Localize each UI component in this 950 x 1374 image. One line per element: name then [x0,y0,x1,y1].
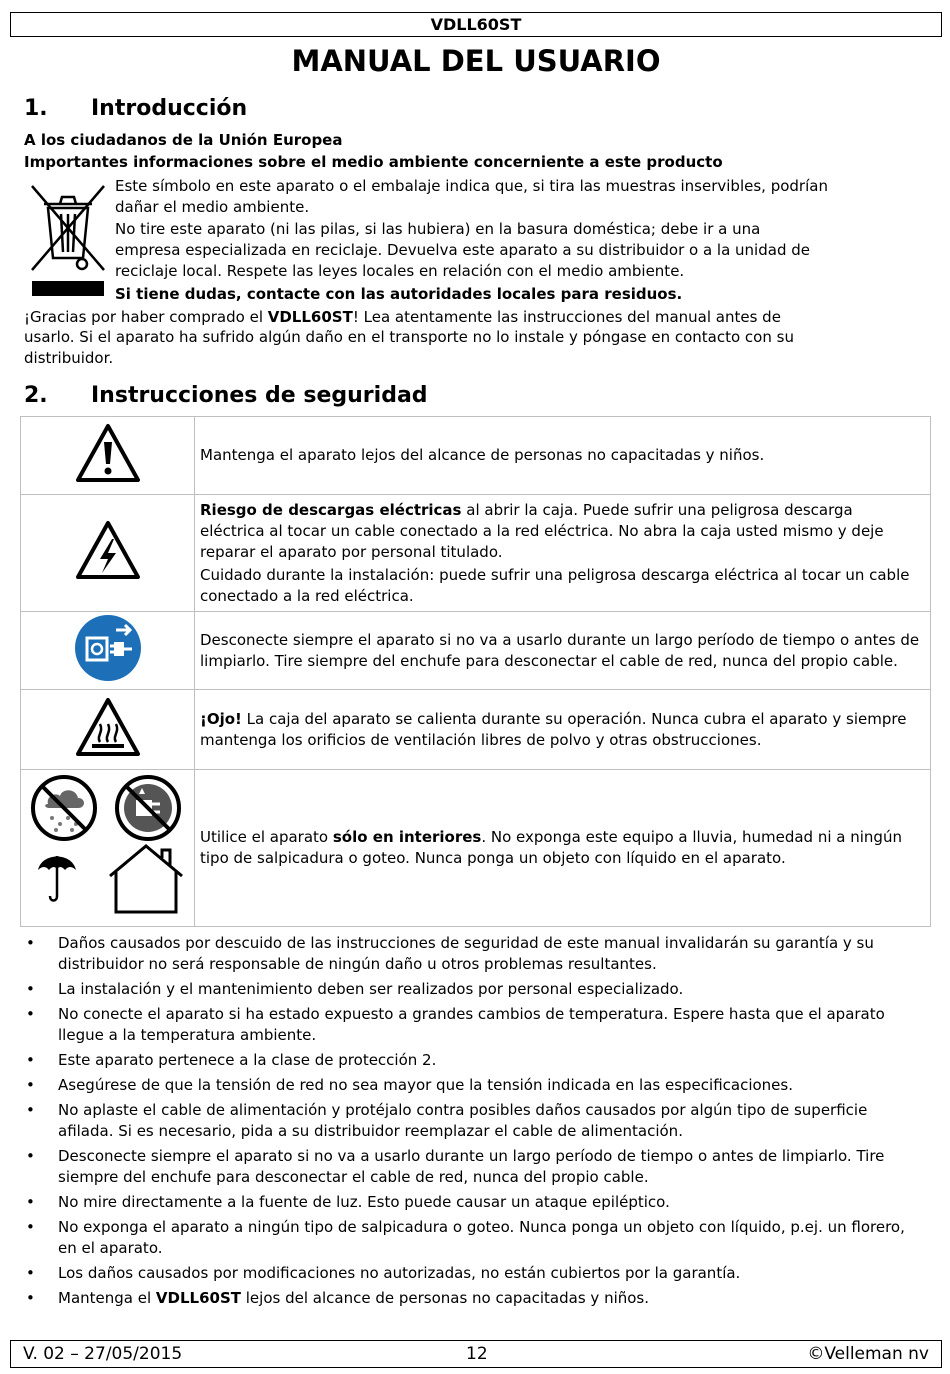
weee-text-line-3: No tire este aparato (ni las pilas, si las hubiera) en la basura doméstica; debe ir a una [115,220,761,238]
electric-install-text: Cuidado durante la instalación: puede sufrir una peligrosa descarga eléctrica al tocar un cable conectado a la red eléctrica. [200,565,910,605]
section-2-heading [24,383,428,408]
list-item: • Este aparato pertenece a la clase de protección 2. [26,1050,926,1071]
page-footer [10,1340,942,1368]
safety-bullet-list [26,933,926,1313]
safety-row-hot [21,690,931,770]
safety-icon-cell [21,417,195,495]
hot-warning-text: La caja del aparato se calienta durante su operación. Nunca cubra el aparato y siempre mantenga los orificios de ventilación libres de polvo y otras obstrucciones. [200,709,907,749]
weee-text-line-5: reciclaje local. Respete las leyes locales en relación con el medio ambiente. [115,262,685,280]
list-item: • Desconecte siempre el aparato si no va a usarlo durante un largo período de tiempo o antes de limpiarlo. Tire siempre del enchufe para desconectar el cable de red, nunca del propio cable. [26,1146,926,1188]
indoor-text-rest: . No exponga este equipo a lluvia, humedad ni a ningún tipo de salpicadura o goteo. Nunca ponga un objeto con líquido en el aparato. [200,828,902,867]
umbrella-icon [38,856,76,901]
thanks-text-b: ! Lea atentamente las instrucciones del manual antes de [352,308,781,326]
header-model: VDLL60ST [430,15,522,34]
safety-row-general [21,417,931,495]
section-1-subtitle-eu: A los ciudadanos de la Unión Europea [24,131,343,149]
page-header [10,12,942,37]
section-2-title: Instrucciones de seguridad [91,383,428,408]
thanks-text-a: ¡Gracias por haber comprado el [24,308,268,326]
safety-row-indoor [21,770,931,927]
footer-copyright: ©Velleman nv [807,1344,929,1364]
hot-surface-icon [74,696,142,758]
thanks-model: VDLL60ST [267,308,353,326]
section-1-title: Introducción [91,96,248,121]
footer-version: V. 02 – 27/05/2015 [23,1344,183,1364]
last-bullet-b: lejos del alcance de personas no capacitadas y niños. [241,1289,650,1307]
safety-row-electric [21,495,931,612]
list-item: • No mire directamente a la fuente de luz. Esto puede causar un ataque epiléptico. [26,1192,926,1213]
indoor-text-bold: sólo en interiores [332,828,482,846]
warning-triangle-icon [74,422,142,484]
footer-page-number: 12 [466,1344,488,1364]
last-bullet-a: Mantenga el [58,1289,156,1307]
thanks-line-3: distribuidor. [24,349,114,367]
indoor-text-pre: Utilice el aparato [200,828,333,846]
list-item: • La instalación y el mantenimiento deben ser realizados por personal especializado. [26,979,926,1000]
list-item: • Asegúrese de que la tensión de red no sea mayor que la tensión indicada en las especificaciones. [26,1075,926,1096]
house-icon [110,846,182,912]
thanks-line-2: usarlo. Si el aparato ha sufrido algún daño en el transporte no lo instale y póngase en contacto con su [24,328,794,346]
safety-text-electric [195,495,931,612]
electric-risk-text: al abrir la caja. Puede sufrir una peligrosa descarga eléctrica al tocar un cable conectado a la red eléctrica. No abra la caja usted mismo y deje reparar el aparato por personal titulado. [200,500,884,561]
section-1-heading [24,96,247,121]
list-item: • No conecte el aparato si ha estado expuesto a grandes cambios de temperatura. Espere hasta que el aparato llegue a la temperatura ambiente. [26,1004,926,1046]
electric-shock-icon [74,519,142,581]
section-1-number: 1. [24,96,48,121]
thanks-line-1 [24,307,781,328]
safety-icon-cell-indoor [21,770,195,927]
list-item: • No aplaste el cable de alimentación y protéjalo contra posibles daños causados por algún tipo de superficie afilada. Si es necesario, pida a su distribuidor reemplazar el cable de alimentación. [26,1100,926,1142]
section-1-subtitle-env: Importantes informaciones sobre el medio ambiente concerniente a este producto [24,153,723,171]
no-rain-icon [33,777,95,839]
electric-risk-bold: Riesgo de descargas eléctricas [200,500,462,519]
weee-bin-icon [28,180,108,300]
indoor-use-icons [28,774,188,916]
list-item: • Los daños causados por modificaciones no autorizadas, no están cubiertos por la garantía. [26,1263,926,1284]
hot-warning-bold: ¡Ojo! [200,709,242,728]
weee-text-line-2: dañar el medio ambiente. [115,198,310,216]
safety-icon-cell [21,495,195,612]
document-title: MANUAL DEL USUARIO [291,44,661,78]
safety-text-indoor [195,770,931,927]
safety-table [20,416,931,927]
list-item-last [26,1288,926,1309]
safety-text-hot [195,690,931,770]
section-2-number: 2. [24,383,48,408]
weee-text-line-4: empresa especializada en reciclaje. Devuelva este aparato a su distribuidor o a la unidad de [115,241,810,259]
list-item: • No exponga el aparato a ningún tipo de salpicadura o goteo. Nunca ponga un objeto con líquido, p.ej. un florero, en el aparato. [26,1217,926,1259]
safety-icon-cell [21,612,195,690]
weee-text-line-1: Este símbolo en este aparato o el embalaje indica que, si tira las muestras inservibles, podrían [115,177,828,195]
disconnect-plug-icon [74,614,142,682]
safety-icon-cell [21,690,195,770]
safety-text-disconnect: Desconecte siempre el aparato si no va a usarlo durante un largo período de tiempo o antes de limpiarlo. Tire siempre del enchufe para desconectar el cable de red, nunca del propio cable. [195,612,931,690]
weee-contact-note: Si tiene dudas, contacte con las autoridades locales para residuos. [115,285,683,303]
no-water-plug-icon [117,777,179,839]
last-bullet-model: VDLL60ST [155,1289,241,1307]
safety-row-disconnect [21,612,931,690]
safety-text-general: Mantenga el aparato lejos del alcance de personas no capacitadas y niños. [195,417,931,495]
list-item: • Daños causados por descuido de las instrucciones de seguridad de este manual invalidarán su garantía y su distribuidor no será responsable de ningún daño u otros problemas resultantes. [26,933,926,975]
